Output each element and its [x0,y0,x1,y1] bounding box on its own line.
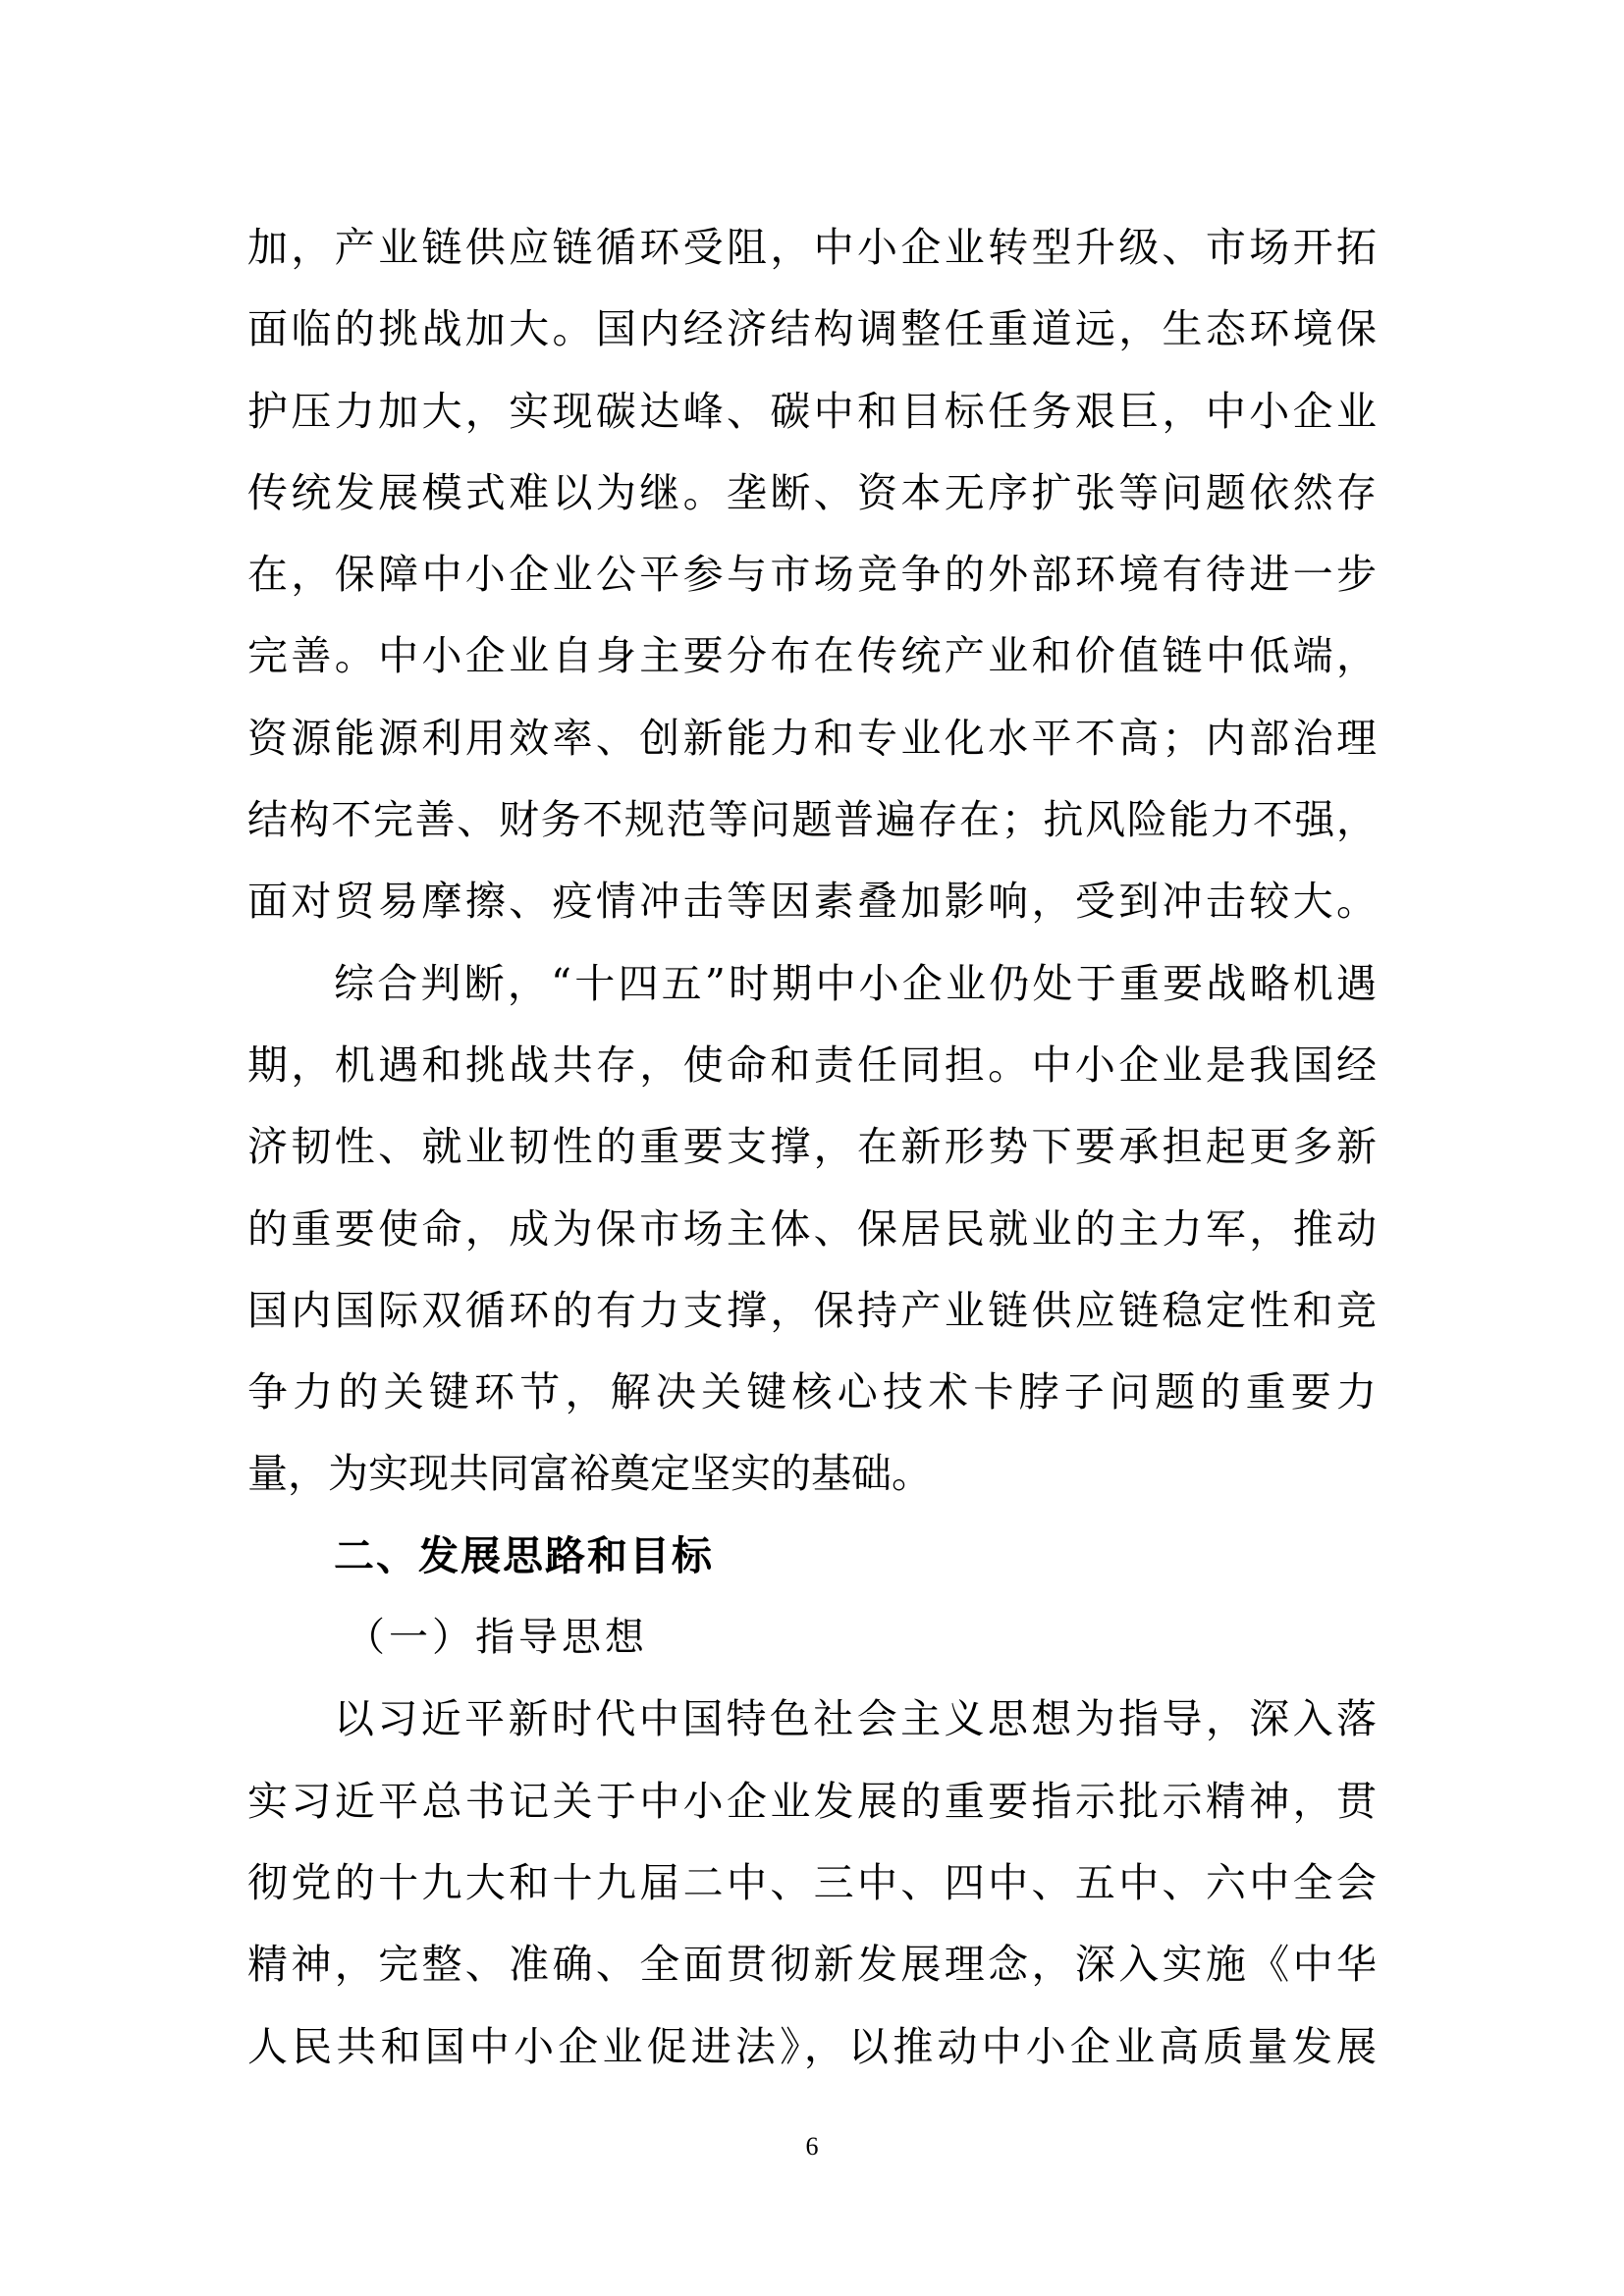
text-line: 量，为实现共同富裕奠定坚实的基础。 [247,1450,932,1498]
text-line: 争力的关键环节，解决关键核心技术卡脖子问题的重要力 [247,1368,1377,1416]
text-line: 面临的挑战加大。国内经济结构调整任重道远，生态环境保 [247,305,1377,353]
text-line: 人民共和国中小企业促进法》，以推动中小企业高质量发展 [247,2022,1377,2070]
text-line: 彻党的十九大和十九届二中、三中、四中、五中、六中全会 [247,1858,1377,1906]
paragraph-challenges [247,218,1377,954]
text-line: 在，保障中小企业公平参与市场竞争的外部环境有待进一步 [247,551,1377,599]
text-line: 以习近平新时代中国特色社会主义思想为指导，深入落 [334,1695,1377,1743]
text-line: 面对贸易摩擦、疫情冲击等因素叠加影响，受到冲击较大。 [247,878,1377,926]
text-line: 的重要使命，成为保市场主体、保居民就业的主力军，推动 [247,1204,1377,1253]
text-line: 精神，完整、准确、全面贯彻新发展理念，深入实施《中华 [247,1941,1377,1989]
subsection-heading: （一）指导思想 [346,1615,648,1661]
text-line: 加，产业链供应链循环受阻，中小企业转型升级、市场开拓 [247,224,1377,271]
paragraph-guiding-ideology [247,1689,1377,2098]
text-line: 期，机遇和挑战共存，使命和责任同担。中小企业是我国经 [247,1041,1377,1089]
paragraph-overall-judgment [247,954,1377,1526]
text-line: 实习近平总书记关于中小企业发展的重要指示批示精神，贯 [247,1777,1377,1825]
text-line: 完善。中小企业自身主要分布在传统产业和价值链中低端， [247,632,1377,680]
text-line: 传统发展模式难以为继。垄断、资本无序扩张等问题依然存 [247,468,1377,516]
text-line: 资源能源利用效率、创新能力和专业化水平不高；内部治理 [247,714,1377,762]
document-body [247,218,1377,2099]
text-line: 综合判断，“十四五”时期中小企业仍处于重要战略机遇 [334,959,1377,1007]
text-line: 护压力加大，实现碳达峰、碳中和目标任务艰巨，中小企业 [247,387,1377,435]
section-heading: 二、发展思路和目标 [334,1531,714,1579]
text-line: 结构不完善、财务不规范等问题普遍存在；抗风险能力不强， [247,796,1377,844]
text-line: 国内国际双循环的有力支撑，保持产业链供应链稳定性和竞 [247,1286,1377,1334]
text-line: 济韧性、就业韧性的重要支撑，在新形势下要承担起更多新 [247,1123,1377,1171]
page-number: 6 [805,2132,819,2161]
